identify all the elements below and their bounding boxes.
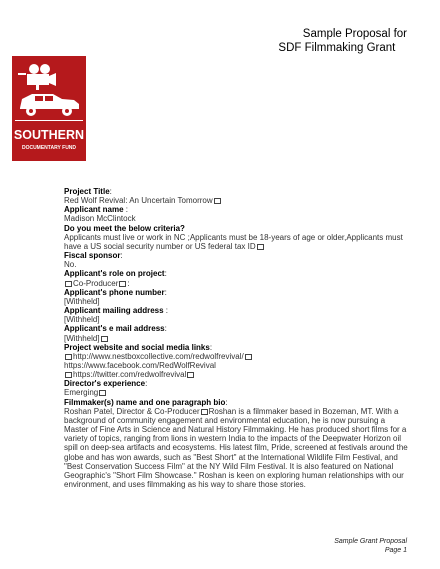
bio-row: Filmmaker(s) name and one paragraph bio: xyxy=(64,397,228,407)
placeholder-glyph-icon xyxy=(65,281,72,287)
bio-line-1-row xyxy=(64,407,409,416)
experience-value: Emerging xyxy=(64,388,99,398)
placeholder-glyph-icon xyxy=(214,198,221,204)
placeholder-glyph-icon xyxy=(65,372,72,378)
bio-line-8: Geographic's "Short Film Showcase." Roshan is keen on exploring human relationships with our xyxy=(64,470,404,480)
bio-line-4: variety of topics, ranging from lions in western India to the impacts of the Deepwater Horizon oil xyxy=(64,434,402,444)
applicant-name-row: Applicant name : xyxy=(64,205,129,215)
website-link-1[interactable]: http://www.nestboxcollective.com/redwolfrevival/ xyxy=(73,351,244,361)
website-value-row-3 xyxy=(64,370,409,379)
criteria-value-line-2: have a US social security number or US federal tax ID xyxy=(64,241,256,251)
title-line-2: SDF Filmmaking Grant xyxy=(278,42,396,54)
placeholder-glyph-icon xyxy=(257,244,264,250)
bio-line-7: "Best Conservation Success Film" at the NY Wild Film Festival. It is also featured on National xyxy=(64,461,394,471)
fiscal-sponsor-value: No. xyxy=(64,260,77,270)
southern-documentary-fund-logo xyxy=(12,56,86,161)
bio-line-3: Master of Fine Arts in Science and Natural History Filmmaking. He has produced short films for a xyxy=(64,425,407,435)
logo-text-top: SOUTHERN xyxy=(13,128,85,142)
email-row: Applicant's e mail address: xyxy=(64,324,167,334)
bio-line-1b: Roshan is a filmmaker based in Bozeman, MT. With a xyxy=(208,406,399,416)
project-title-row: Project Title: xyxy=(64,187,112,196)
applicant-name-value: Madison McClintock xyxy=(64,214,136,224)
footer-doc-name: Sample Grant Proposal xyxy=(334,538,407,545)
experience-row: Director's experience: xyxy=(64,379,148,389)
website-link-2[interactable]: https://www.facebook.com/RedWolfRevival xyxy=(64,360,216,370)
bio-line-2: background of community engagement and environmental education, he is now pursuing a xyxy=(64,415,386,425)
website-value-row-1 xyxy=(64,352,409,361)
placeholder-glyph-icon xyxy=(201,409,208,415)
bio-line-1a: Roshan Patel, Director & Co-Producer xyxy=(64,406,200,416)
phone-label: Applicant's phone number xyxy=(64,287,165,297)
fiscal-sponsor-label: Fiscal sponsor xyxy=(64,251,121,261)
bio-line-5: spill on deep-sea artifacts and ecosystems. His latest film, Pride, screened at festivals around the xyxy=(64,443,408,453)
placeholder-glyph-icon xyxy=(65,354,72,360)
experience-value-row xyxy=(64,388,409,397)
email-label: Applicant's e mail address xyxy=(64,324,165,334)
website-row: Project website and social media links: xyxy=(64,342,213,352)
phone-value: [Withheld] xyxy=(64,296,100,306)
applicant-name-label: Applicant name xyxy=(64,205,124,215)
film-camera-icon xyxy=(18,64,56,90)
bio-line-6: globe and has won awards, such as "Best Short" at the International Wildlife Film Festival, and xyxy=(64,452,398,462)
placeholder-glyph-icon xyxy=(99,390,106,396)
title-line-1: Sample Proposal for xyxy=(302,28,407,40)
website-label: Project website and social media links xyxy=(64,342,210,352)
page-footer xyxy=(334,537,407,555)
placeholder-glyph-icon xyxy=(187,372,194,378)
proposal-body xyxy=(64,187,409,489)
mailing-label: Applicant mailing address xyxy=(64,306,164,316)
role-value: Co-Producer xyxy=(73,278,119,288)
placeholder-glyph-icon xyxy=(119,281,126,287)
project-title-value-row xyxy=(64,196,409,205)
role-value-row: Co-Producer : xyxy=(64,279,409,288)
mailing-row: Applicant mailing address : xyxy=(64,306,169,316)
bio-line-9: environment, and uses filmmaking as his way to share those stories. xyxy=(64,480,306,489)
bio-label: Filmmaker(s) name and one paragraph bio xyxy=(64,397,226,407)
criteria-value-line-1: Applicants must live or work in NC ;Applicants must be 18-years of age or older,Applicants must xyxy=(64,232,403,242)
email-value-row xyxy=(64,334,409,343)
role-label: Applicant's role on project xyxy=(64,269,165,279)
website-link-3[interactable]: https://twitter.com/redwolfrevival xyxy=(73,370,187,380)
project-title-label: Project Title xyxy=(64,187,110,196)
experience-label: Director's experience xyxy=(64,379,146,389)
criteria-label: Do you meet the below criteria? xyxy=(64,223,185,233)
project-title-value: Red Wolf Revival: An Uncertain Tomorrow xyxy=(64,196,213,206)
phone-row: Applicant's phone number: xyxy=(64,287,167,297)
placeholder-glyph-icon xyxy=(101,336,108,342)
logo-text-bottom: DOCUMENTARY FUND xyxy=(21,145,77,151)
role-row: Applicant's role on project: xyxy=(64,269,167,279)
mailing-value: [Withheld] xyxy=(64,315,100,325)
fiscal-sponsor-row: Fiscal sponsor: xyxy=(64,251,123,261)
email-value: [Withheld] xyxy=(64,333,100,343)
footer-page-number: Page 1 xyxy=(384,547,407,554)
document-title xyxy=(267,27,407,55)
placeholder-glyph-icon xyxy=(245,354,252,360)
criteria-value-line-2-row xyxy=(64,242,409,251)
